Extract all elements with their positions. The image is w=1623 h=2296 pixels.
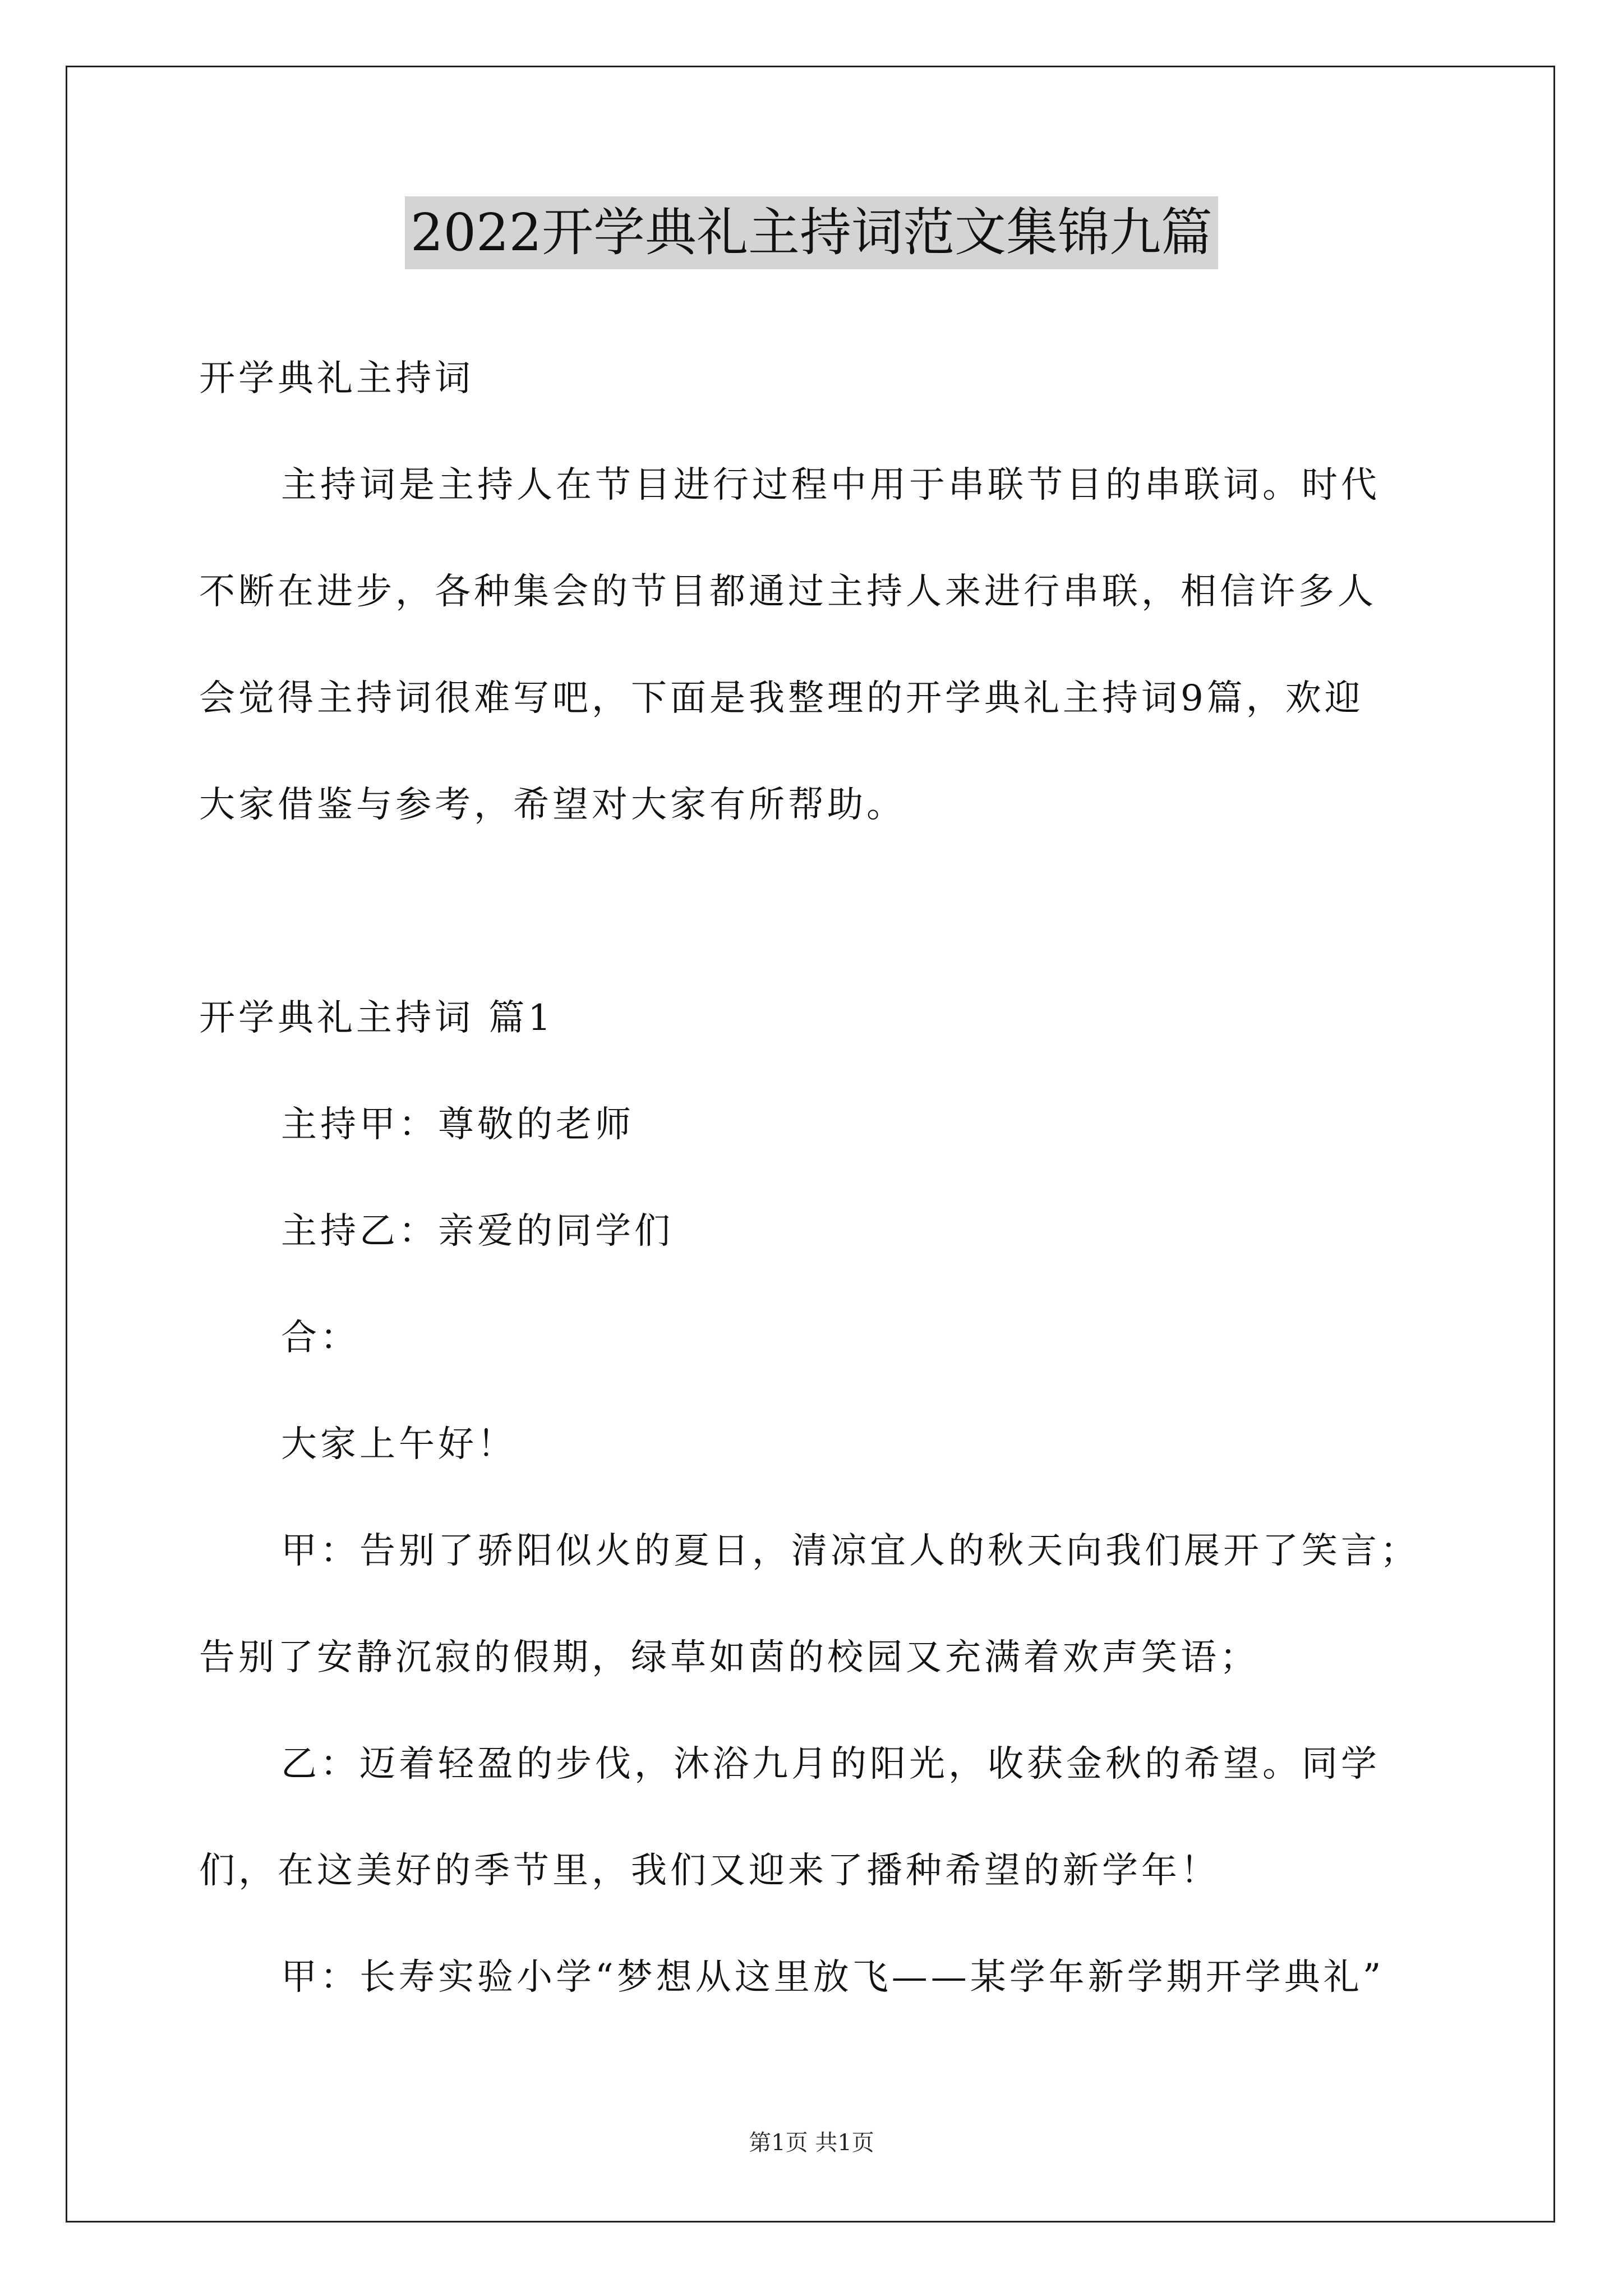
intro-line: 大家借鉴与参考，希望对大家有所帮助。 bbox=[199, 784, 906, 826]
body-line: 主持甲：尊敬的老师 bbox=[281, 1104, 634, 1145]
part-heading: 开学典礼主持词 篇1 bbox=[199, 997, 555, 1039]
body-line: 甲：长寿实验小学“梦想从这里放飞——某学年新学期开学典礼” bbox=[281, 1957, 1385, 1998]
intro-line: 不断在进步，各种集会的节目都通过主持人来进行串联，相信许多人 bbox=[199, 571, 1377, 613]
body-line: 主持乙：亲爱的同学们 bbox=[281, 1211, 674, 1252]
body-line: 乙：迈着轻盈的步伐，沐浴九月的阳光，收获金秋的希望。同学 bbox=[281, 1743, 1380, 1785]
intro-line: 主持词是主持人在节目进行过程中用于串联节目的串联词。时代 bbox=[281, 464, 1380, 506]
document-title: 2022开学典礼主持词范文集锦九篇 bbox=[405, 196, 1218, 269]
body-line: 大家上午好！ bbox=[281, 1424, 517, 1465]
page-footer: 第1页 共1页 bbox=[749, 2130, 874, 2156]
body-line: 们，在这美好的季节里，我们又迎来了播种希望的新学年！ bbox=[199, 1850, 1220, 1892]
body-line: 甲：告别了骄阳似火的夏日，清凉宜人的秋天向我们展开了笑言； bbox=[281, 1530, 1419, 1572]
body-line: 合： bbox=[281, 1317, 359, 1359]
body-line: 告别了安静沉寂的假期，绿草如茵的校园又充满着欢声笑语； bbox=[199, 1637, 1259, 1678]
section-heading: 开学典礼主持词 bbox=[199, 358, 474, 399]
intro-line: 会觉得主持词很难写吧，下面是我整理的开学典礼主持词9篇，欢迎 bbox=[199, 678, 1364, 719]
title-container bbox=[0, 196, 1623, 269]
